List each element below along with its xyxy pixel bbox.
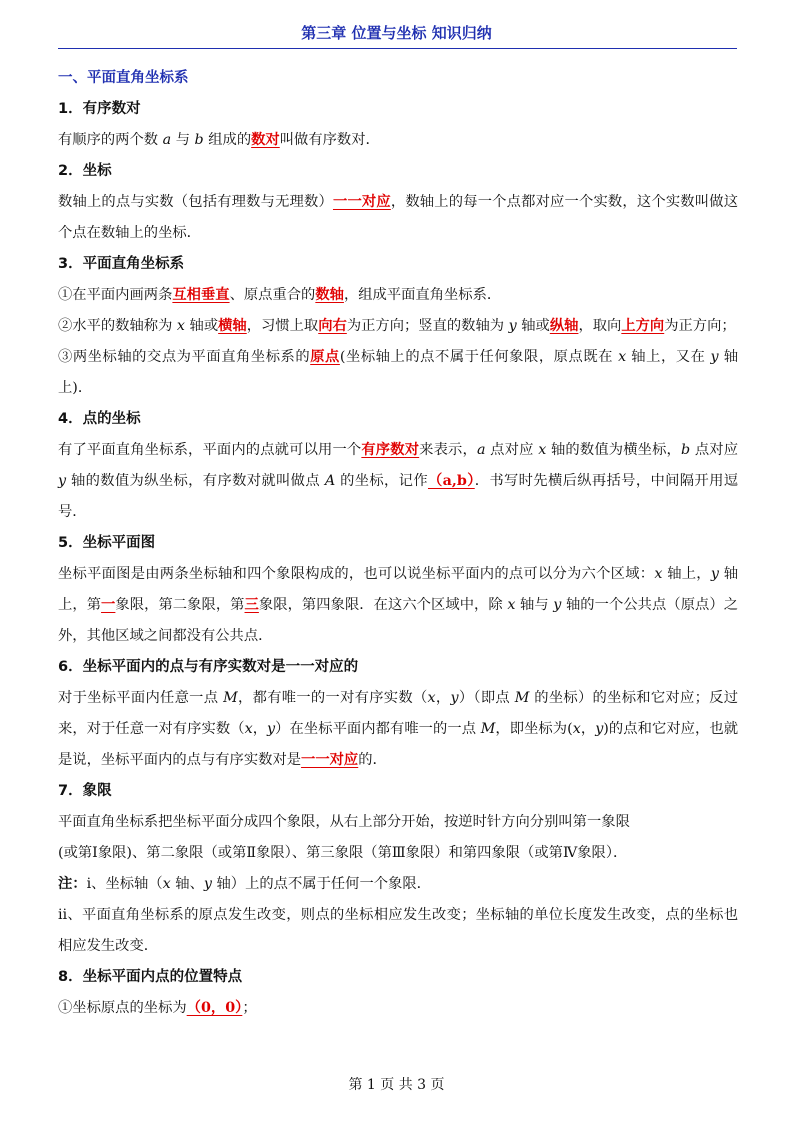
text-run: 轴的一个公共点（原点）之外，其他区域之间都没有公共点． [58, 597, 739, 644]
text-run: 轴上)． [58, 349, 739, 396]
text-run: ①在平面内画两条 [58, 287, 173, 303]
keyword: 上方向 [621, 318, 665, 334]
heading-point-coordinate: 4．点的坐标 [58, 411, 141, 427]
text-run: 轴的数值为横坐标， [546, 442, 681, 458]
text-run: 为正方向；竖直的数轴为 [346, 318, 509, 334]
heading-coordinate-system: 3．平面直角坐标系 [58, 256, 185, 272]
heading-ordered-pair: 1．有序数对 [58, 101, 141, 117]
math-variable: y [595, 721, 604, 737]
math-variable: y [710, 349, 719, 365]
text-run: ， [252, 721, 268, 737]
text-run: ⅰ、坐标轴（ [86, 876, 163, 892]
para-system-2 [58, 311, 738, 342]
text-run: ，都有唯一的一对有序实数（ [237, 690, 428, 706]
text-run: ③两坐标轴的交点为平面直角坐标系的 [58, 349, 311, 365]
math-variable: x [244, 721, 253, 737]
text-run: 、原点重合的 [229, 287, 316, 303]
text-run: 轴上，又在 [626, 349, 711, 365]
text-run: 轴或 [185, 318, 219, 334]
text-run: 与 [171, 132, 195, 148]
heading-quadrant: 7．象限 [58, 783, 112, 799]
para-quadrant-1: 平面直角坐标系把坐标平面分成四个象限，从右上部分开始，按逆时针方向分别叫第一象限 [58, 814, 630, 830]
keyword: （a,b） [427, 473, 475, 489]
math-variable: a [162, 132, 172, 148]
header-rule [58, 48, 737, 49]
math-variable: A [324, 473, 336, 489]
text-run: 轴上， [662, 566, 711, 582]
keyword: 互相垂直 [172, 287, 230, 303]
math-variable: y [58, 473, 67, 489]
text-run: 轴）上的点不属于任何一个象限． [211, 876, 431, 892]
text-run: 象限，第四象限．在这六个区域中，除 [258, 597, 508, 613]
math-variable: x [507, 597, 516, 613]
document-body [58, 63, 738, 1024]
para-coordinate-plane [58, 559, 738, 652]
para-note-2: ⅱ、平面直角坐标系的原点发生改变，则点的坐标相应发生改变；坐标轴的单位长度发生改变，点的坐标也相应发生改变． [58, 907, 738, 954]
text-run: 轴的数值为纵坐标，有序数对就叫做点 [66, 473, 325, 489]
text-run: 叫做有序数对． [279, 132, 380, 148]
keyword: 有序数对 [361, 442, 420, 458]
math-variable: a [476, 442, 486, 458]
text-run: 的坐标）的坐标和它对应；反过来，对于任意一对有序实数（ [58, 690, 739, 737]
page-footer: 第 1 页 共 3 页 [348, 1077, 445, 1093]
para-quadrant-2: (或第Ⅰ象限)、第二象限（或第Ⅱ象限）、第三象限（第Ⅲ象限）和第四象限（或第Ⅳ象限）． [58, 845, 628, 861]
math-variable: b [194, 132, 204, 148]
keyword: 数轴 [315, 287, 344, 303]
text-run: 轴、 [170, 876, 204, 892]
text-run: ，取向 [578, 318, 622, 334]
math-variable: y [267, 721, 276, 737]
text-run: ，组成平面直角坐标系． [343, 287, 502, 303]
heading-coordinate: 2．坐标 [58, 163, 112, 179]
math-variable: x [427, 690, 436, 706]
text-run: (坐标轴上的点不属于任何象限，原点既在 [339, 349, 619, 365]
text-run: 来表示， [419, 442, 477, 458]
text-run: )的点和它对应，也就是说，坐标平面内的点与有序实数对是 [58, 721, 739, 768]
math-variable: x [538, 442, 547, 458]
text-run: ， [580, 721, 596, 737]
text-run: 轴上，第 [58, 566, 739, 613]
text-run: 数轴上的点与实数（包括有理数与无理数） [58, 194, 333, 210]
text-run: 点对应 [485, 442, 539, 458]
keyword: 数对 [251, 132, 280, 148]
note-label: 注： [58, 876, 87, 892]
math-variable: x [162, 876, 171, 892]
math-variable: M [480, 721, 496, 737]
text-run: ，习惯上取 [246, 318, 319, 334]
text-run: ， [435, 690, 451, 706]
keyword: 一 [101, 597, 116, 613]
text-run: 轴或 [516, 318, 550, 334]
heading-coordinate-plane: 5．坐标平面图 [58, 535, 156, 551]
math-variable: y [203, 876, 212, 892]
text-run: 组成的 [203, 132, 252, 148]
math-variable: M [223, 690, 238, 706]
math-variable: M [514, 690, 530, 706]
text-run: 为正方向； [664, 318, 736, 334]
math-variable: x [176, 318, 185, 334]
text-run: 有了平面直角坐标系，平面内的点就可以用一个 [58, 442, 362, 458]
text-run: ，即坐标为( [495, 721, 573, 737]
para-system-1 [58, 280, 738, 311]
math-variable: b [681, 442, 691, 458]
math-variable: y [508, 318, 517, 334]
math-variable: y [450, 690, 459, 706]
keyword: 原点 [310, 349, 340, 365]
para-ordered-pair [58, 125, 738, 156]
math-variable: x [618, 349, 627, 365]
text-run: ②水平的数轴称为 [58, 318, 177, 334]
text-run: 对于坐标平面内任意一点 [58, 690, 224, 706]
section-title: 一、平面直角坐标系 [58, 70, 189, 86]
text-run: ①坐标原点的坐标为 [58, 1000, 187, 1016]
keyword: 三 [244, 597, 259, 613]
text-run: 有顺序的两个数 [58, 132, 163, 148]
text-run: ）在坐标平面内都有唯一的一点 [275, 721, 481, 737]
math-variable: y [553, 597, 562, 613]
math-variable: x [572, 721, 581, 737]
text-run: ．书写时先横后纵再括号，中间隔开用逗号． [58, 473, 739, 520]
text-run: ； [242, 1000, 257, 1016]
para-coordinate [58, 187, 738, 249]
para-system-3 [58, 342, 738, 404]
text-run: 的． [358, 752, 387, 768]
text-run: ）（即点 [458, 690, 515, 706]
para-origin [58, 993, 738, 1024]
heading-one-to-one: 6．坐标平面内的点与有序实数对是一一对应的 [58, 659, 359, 675]
keyword: 横轴 [218, 318, 247, 334]
keyword: （0，0） [186, 1000, 243, 1016]
math-variable: y [710, 566, 719, 582]
para-one-to-one [58, 683, 738, 776]
para-note-1 [58, 869, 738, 900]
text-run: ，数轴上的每一个点都对应一个实数，这个实数叫做这个点在数轴上的坐标． [58, 194, 739, 241]
text-run: 轴与 [515, 597, 554, 613]
keyword: 一一对应 [301, 752, 359, 768]
keyword: 向右 [318, 318, 347, 334]
math-variable: x [654, 566, 663, 582]
keyword: 纵轴 [549, 318, 579, 334]
text-run: 的坐标，记作 [335, 473, 428, 489]
text-run: 坐标平面图是由两条坐标轴和四个象限构成的，也可以说坐标平面内的点可以分为六个区域： [58, 566, 655, 582]
heading-position-features: 8．坐标平面内点的位置特点 [58, 969, 243, 985]
keyword: 一一对应 [332, 194, 391, 210]
text-run: 点对应 [690, 442, 739, 458]
text-run: 象限，第二象限，第 [115, 597, 245, 613]
para-point-coordinate [58, 435, 738, 528]
page-header-title: 第三章 位置与坐标 知识归纳 [301, 24, 492, 42]
